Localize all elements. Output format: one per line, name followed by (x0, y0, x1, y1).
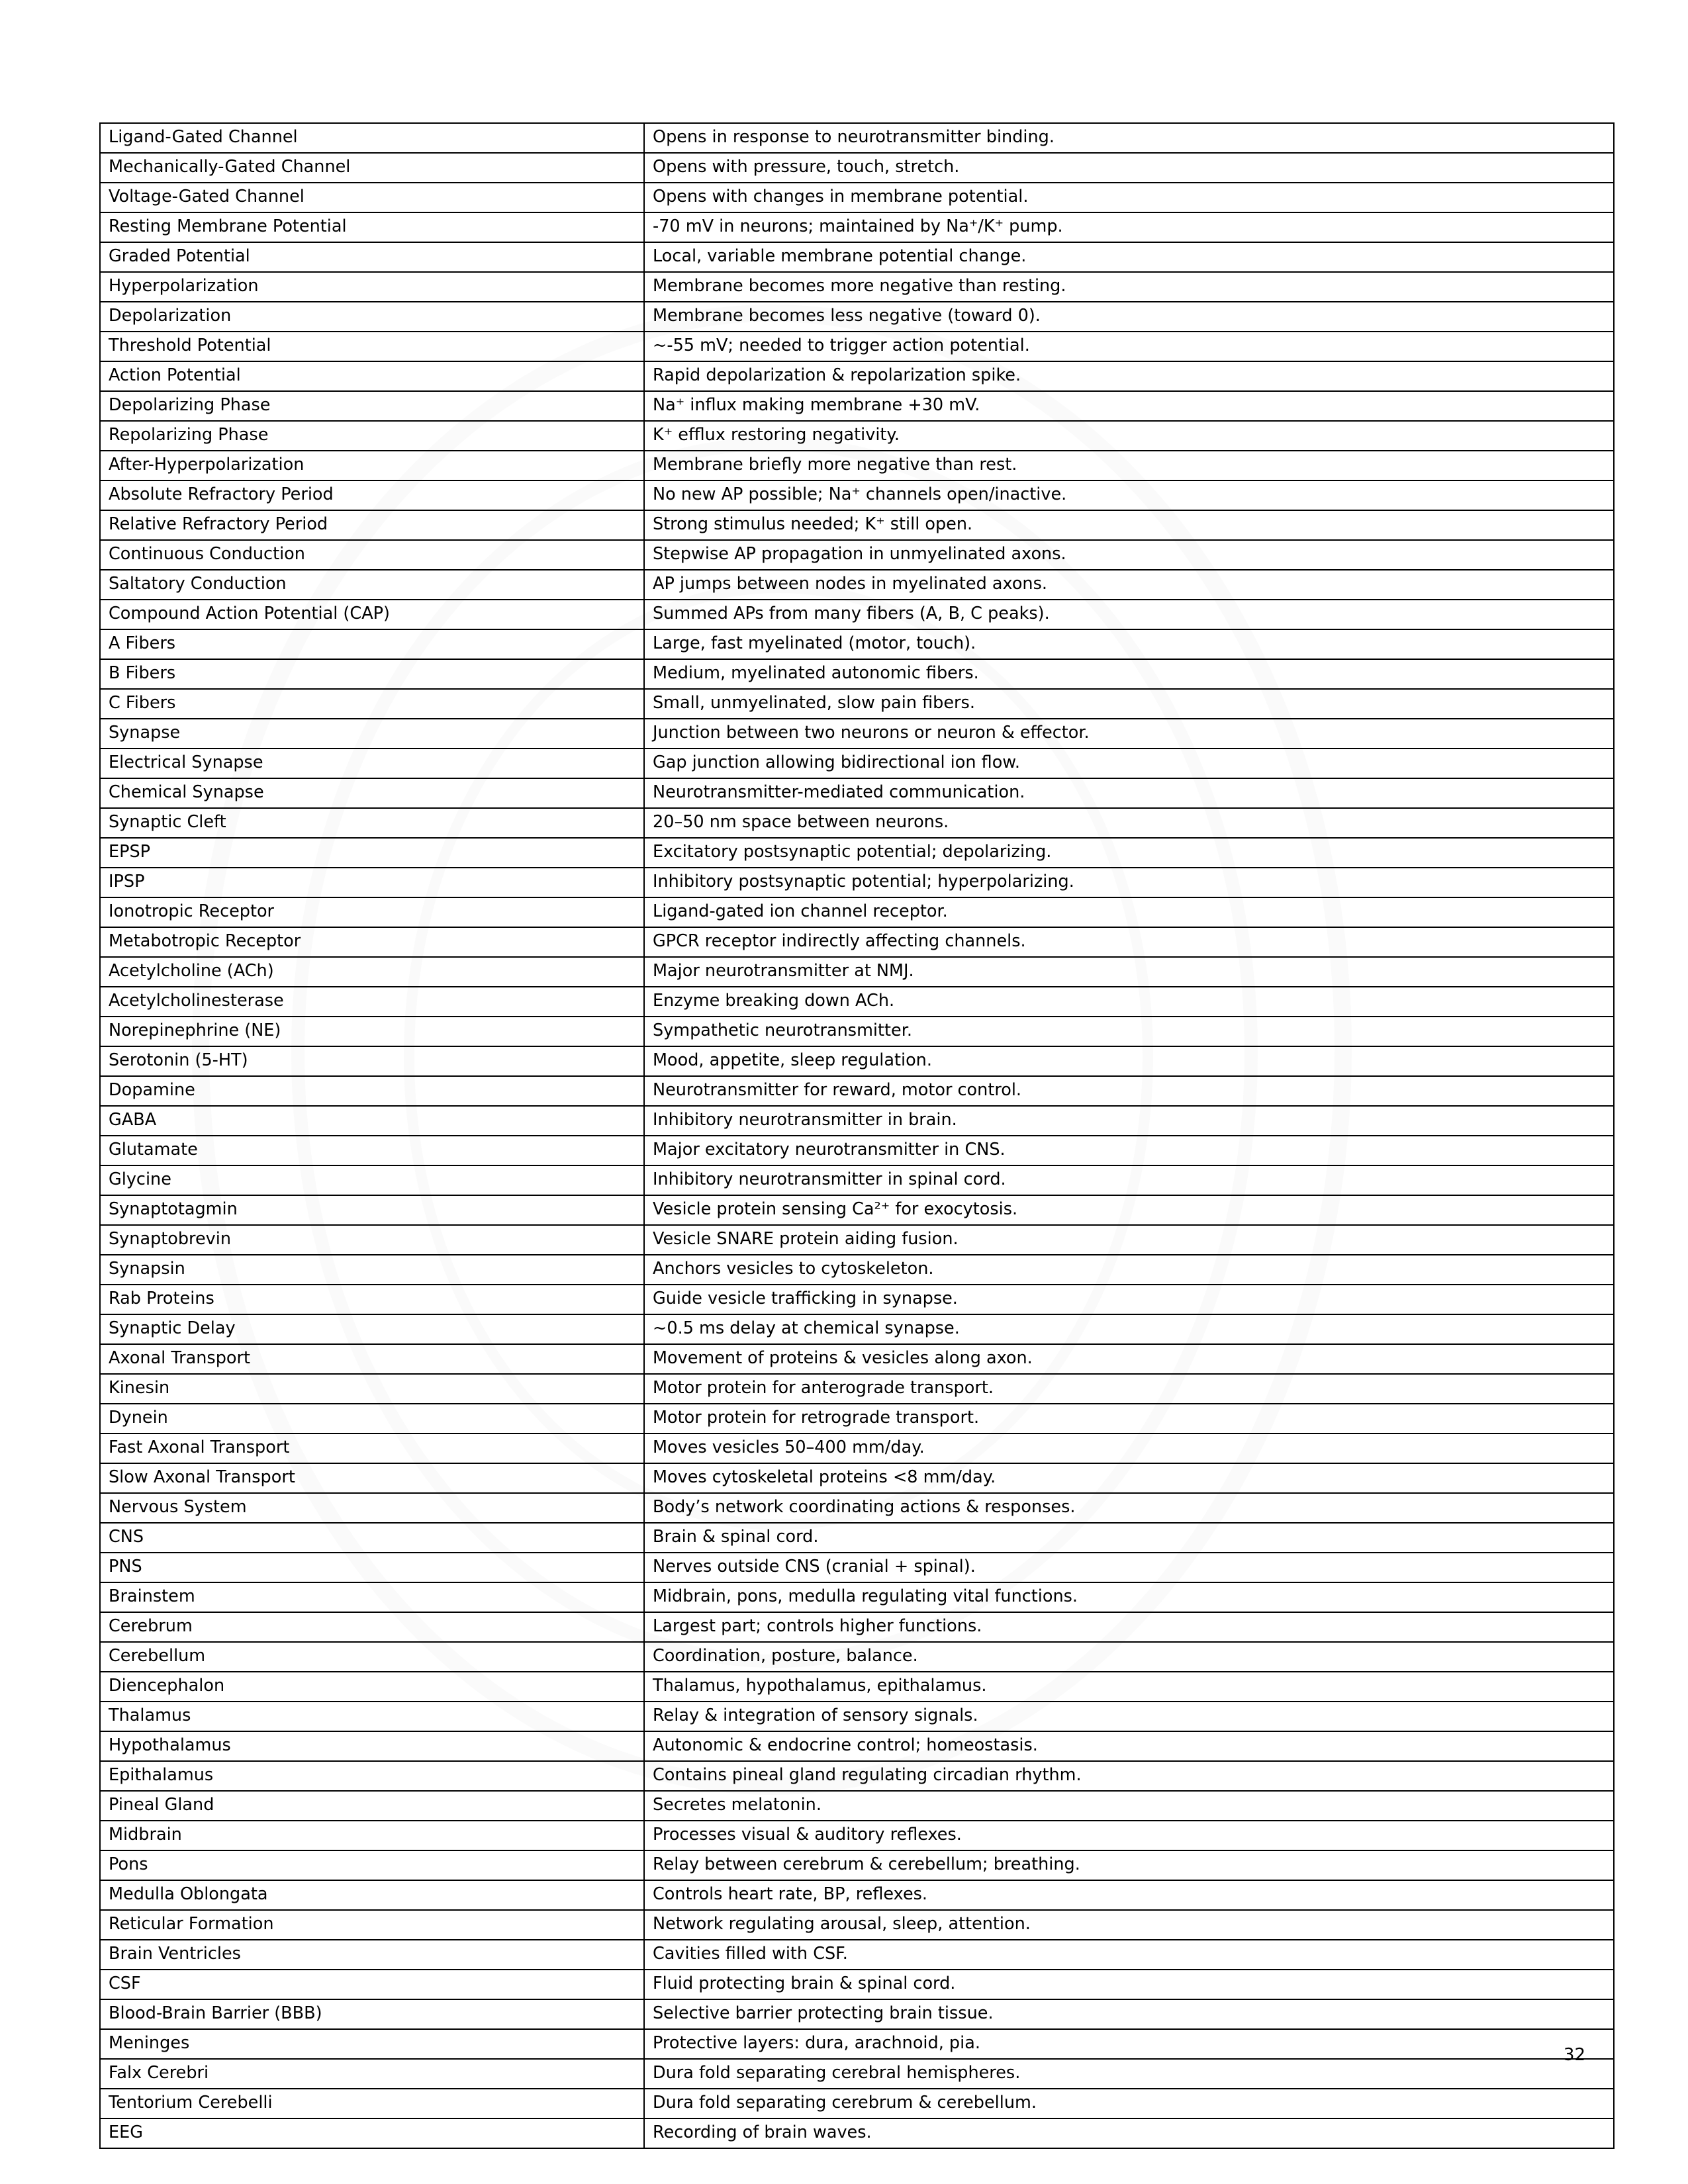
definition-cell: Vesicle protein sensing Ca²⁺ for exocytosis. (644, 1195, 1614, 1225)
definition-cell: Neurotransmitter-mediated communication. (644, 778, 1614, 808)
table-row (100, 1017, 1614, 1046)
definition-cell: Secretes melatonin. (644, 1791, 1614, 1821)
term-cell: Brainstem (100, 1582, 644, 1612)
definition-cell: Dura fold separating cerebral hemispheres. (644, 2059, 1614, 2089)
term-cell: Synapse (100, 719, 644, 749)
term-cell: Cerebrum (100, 1612, 644, 1642)
term-cell: Meninges (100, 2029, 644, 2059)
term-cell: Axonal Transport (100, 1344, 644, 1374)
table-row (100, 957, 1614, 987)
term-cell: Resting Membrane Potential (100, 212, 644, 242)
table-row (100, 1672, 1614, 1702)
table-row (100, 1165, 1614, 1195)
term-cell: Synaptic Delay (100, 1314, 644, 1344)
table-row (100, 897, 1614, 927)
definition-cell: Processes visual & auditory reflexes. (644, 1821, 1614, 1850)
definition-cell: Dura fold separating cerebrum & cerebellum. (644, 2089, 1614, 2118)
definition-cell: Inhibitory postsynaptic potential; hyperpolarizing. (644, 868, 1614, 897)
table-row (100, 838, 1614, 868)
term-cell: Acetylcholinesterase (100, 987, 644, 1017)
definition-cell: Relay & integration of sensory signals. (644, 1702, 1614, 1731)
definition-cell: Large, fast myelinated (motor, touch). (644, 629, 1614, 659)
term-cell: Threshold Potential (100, 332, 644, 361)
term-cell: Saltatory Conduction (100, 570, 644, 600)
definition-cell: Network regulating arousal, sleep, attention. (644, 1910, 1614, 1940)
table-row (100, 1374, 1614, 1404)
definition-cell: Opens with changes in membrane potential. (644, 183, 1614, 212)
table-row (100, 183, 1614, 212)
glossary-table-body (100, 123, 1614, 2148)
table-row (100, 570, 1614, 600)
term-cell: Synapsin (100, 1255, 644, 1285)
definition-cell: Membrane becomes less negative (toward 0). (644, 302, 1614, 332)
definition-cell: Ligand-gated ion channel receptor. (644, 897, 1614, 927)
term-cell: Dopamine (100, 1076, 644, 1106)
definition-cell: Guide vesicle trafficking in synapse. (644, 1285, 1614, 1314)
definition-cell: Fluid protecting brain & spinal cord. (644, 1970, 1614, 1999)
table-row (100, 332, 1614, 361)
term-cell: Synaptic Cleft (100, 808, 644, 838)
table-row (100, 1582, 1614, 1612)
table-row (100, 1940, 1614, 1970)
term-cell: Metabotropic Receptor (100, 927, 644, 957)
table-row (100, 1553, 1614, 1582)
definition-cell: Contains pineal gland regulating circadian rhythm. (644, 1761, 1614, 1791)
definition-cell: Summed APs from many fibers (A, B, C peaks). (644, 600, 1614, 629)
term-cell: Pons (100, 1850, 644, 1880)
term-cell: A Fibers (100, 629, 644, 659)
table-row (100, 2029, 1614, 2059)
term-cell: Epithalamus (100, 1761, 644, 1791)
definition-cell: Junction between two neurons or neuron & effector. (644, 719, 1614, 749)
definition-cell: Body’s network coordinating actions & responses. (644, 1493, 1614, 1523)
term-cell: GABA (100, 1106, 644, 1136)
definition-cell: Sympathetic neurotransmitter. (644, 1017, 1614, 1046)
table-row (100, 749, 1614, 778)
term-cell: Depolarizing Phase (100, 391, 644, 421)
table-row (100, 123, 1614, 153)
definition-cell: ~-55 mV; needed to trigger action potential. (644, 332, 1614, 361)
table-row (100, 1046, 1614, 1076)
term-cell: Hyperpolarization (100, 272, 644, 302)
term-cell: Brain Ventricles (100, 1940, 644, 1970)
table-row (100, 808, 1614, 838)
term-cell: Serotonin (5-HT) (100, 1046, 644, 1076)
table-row (100, 1523, 1614, 1553)
definition-cell: Motor protein for retrograde transport. (644, 1404, 1614, 1433)
table-row (100, 1999, 1614, 2029)
term-cell: Tentorium Cerebelli (100, 2089, 644, 2118)
term-cell: Falx Cerebri (100, 2059, 644, 2089)
definition-cell: Recording of brain waves. (644, 2118, 1614, 2148)
glossary-table (99, 122, 1615, 2149)
term-cell: Glutamate (100, 1136, 644, 1165)
definition-cell: Local, variable membrane potential change. (644, 242, 1614, 272)
definition-cell: Inhibitory neurotransmitter in brain. (644, 1106, 1614, 1136)
table-row (100, 1642, 1614, 1672)
term-cell: Diencephalon (100, 1672, 644, 1702)
table-row (100, 2089, 1614, 2118)
table-row (100, 987, 1614, 1017)
table-row (100, 1255, 1614, 1285)
table-row (100, 1433, 1614, 1463)
term-cell: IPSP (100, 868, 644, 897)
table-row (100, 1404, 1614, 1433)
table-row (100, 1136, 1614, 1165)
term-cell: PNS (100, 1553, 644, 1582)
definition-cell: K⁺ efflux restoring negativity. (644, 421, 1614, 451)
table-row (100, 1821, 1614, 1850)
definition-cell: Coordination, posture, balance. (644, 1642, 1614, 1672)
term-cell: CSF (100, 1970, 644, 1999)
table-row (100, 1493, 1614, 1523)
definition-cell: Moves cytoskeletal proteins <8 mm/day. (644, 1463, 1614, 1493)
definition-cell: Vesicle SNARE protein aiding fusion. (644, 1225, 1614, 1255)
table-row (100, 212, 1614, 242)
definition-cell: ~0.5 ms delay at chemical synapse. (644, 1314, 1614, 1344)
definition-cell: Membrane becomes more negative than resting. (644, 272, 1614, 302)
definition-cell: Cavities filled with CSF. (644, 1940, 1614, 1970)
term-cell: Dynein (100, 1404, 644, 1433)
table-row (100, 1791, 1614, 1821)
definition-cell: Midbrain, pons, medulla regulating vital functions. (644, 1582, 1614, 1612)
definition-cell: Enzyme breaking down ACh. (644, 987, 1614, 1017)
definition-cell: Strong stimulus needed; K⁺ still open. (644, 510, 1614, 540)
table-row (100, 1225, 1614, 1255)
table-row (100, 2118, 1614, 2148)
definition-cell: Opens in response to neurotransmitter binding. (644, 123, 1614, 153)
table-row (100, 1612, 1614, 1642)
definition-cell: Major neurotransmitter at NMJ. (644, 957, 1614, 987)
term-cell: Continuous Conduction (100, 540, 644, 570)
term-cell: CNS (100, 1523, 644, 1553)
term-cell: Slow Axonal Transport (100, 1463, 644, 1493)
definition-cell: Excitatory postsynaptic potential; depolarizing. (644, 838, 1614, 868)
table-row (100, 1285, 1614, 1314)
term-cell: Action Potential (100, 361, 644, 391)
table-row (100, 1702, 1614, 1731)
table-row (100, 302, 1614, 332)
term-cell: Blood-Brain Barrier (BBB) (100, 1999, 644, 2029)
term-cell: Absolute Refractory Period (100, 480, 644, 510)
definition-cell: Brain & spinal cord. (644, 1523, 1614, 1553)
table-row (100, 659, 1614, 689)
table-row (100, 600, 1614, 629)
table-row (100, 451, 1614, 480)
table-row (100, 689, 1614, 719)
definition-cell: Stepwise AP propagation in unmyelinated axons. (644, 540, 1614, 570)
term-cell: Glycine (100, 1165, 644, 1195)
definition-cell: Relay between cerebrum & cerebellum; breathing. (644, 1850, 1614, 1880)
table-row (100, 421, 1614, 451)
term-cell: Cerebellum (100, 1642, 644, 1672)
definition-cell: Na⁺ influx making membrane +30 mV. (644, 391, 1614, 421)
table-row (100, 1910, 1614, 1940)
table-row (100, 272, 1614, 302)
definition-cell: -70 mV in neurons; maintained by Na⁺/K⁺ pump. (644, 212, 1614, 242)
term-cell: Midbrain (100, 1821, 644, 1850)
definition-cell: Membrane briefly more negative than rest. (644, 451, 1614, 480)
table-row (100, 510, 1614, 540)
term-cell: Kinesin (100, 1374, 644, 1404)
term-cell: Relative Refractory Period (100, 510, 644, 540)
definition-cell: AP jumps between nodes in myelinated axons. (644, 570, 1614, 600)
table-row (100, 1106, 1614, 1136)
table-row (100, 361, 1614, 391)
definition-cell: Anchors vesicles to cytoskeleton. (644, 1255, 1614, 1285)
definition-cell: Major excitatory neurotransmitter in CNS. (644, 1136, 1614, 1165)
definition-cell: Opens with pressure, touch, stretch. (644, 153, 1614, 183)
term-cell: Chemical Synapse (100, 778, 644, 808)
term-cell: Ligand-Gated Channel (100, 123, 644, 153)
table-row (100, 242, 1614, 272)
table-row (100, 480, 1614, 510)
definition-cell: 20–50 nm space between neurons. (644, 808, 1614, 838)
term-cell: After-Hyperpolarization (100, 451, 644, 480)
term-cell: Repolarizing Phase (100, 421, 644, 451)
table-row (100, 629, 1614, 659)
table-row (100, 1195, 1614, 1225)
table-row (100, 1850, 1614, 1880)
term-cell: Nervous System (100, 1493, 644, 1523)
definition-cell: Rapid depolarization & repolarization spike. (644, 361, 1614, 391)
table-row (100, 868, 1614, 897)
definition-cell: Moves vesicles 50–400 mm/day. (644, 1433, 1614, 1463)
term-cell: Electrical Synapse (100, 749, 644, 778)
definition-cell: Gap junction allowing bidirectional ion flow. (644, 749, 1614, 778)
table-row (100, 1761, 1614, 1791)
term-cell: Voltage-Gated Channel (100, 183, 644, 212)
term-cell: EPSP (100, 838, 644, 868)
definition-cell: Protective layers: dura, arachnoid, pia. (644, 2029, 1614, 2059)
definition-cell: Controls heart rate, BP, reflexes. (644, 1880, 1614, 1910)
definition-cell: Movement of proteins & vesicles along axon. (644, 1344, 1614, 1374)
definition-cell: Mood, appetite, sleep regulation. (644, 1046, 1614, 1076)
term-cell: Pineal Gland (100, 1791, 644, 1821)
term-cell: Fast Axonal Transport (100, 1433, 644, 1463)
table-row (100, 1344, 1614, 1374)
definition-cell: Thalamus, hypothalamus, epithalamus. (644, 1672, 1614, 1702)
table-row (100, 391, 1614, 421)
definition-cell: Largest part; controls higher functions. (644, 1612, 1614, 1642)
term-cell: Rab Proteins (100, 1285, 644, 1314)
table-row (100, 1970, 1614, 1999)
definition-cell: No new AP possible; Na⁺ channels open/inactive. (644, 480, 1614, 510)
term-cell: Thalamus (100, 1702, 644, 1731)
term-cell: Graded Potential (100, 242, 644, 272)
term-cell: Synaptotagmin (100, 1195, 644, 1225)
definition-cell: Motor protein for anterograde transport. (644, 1374, 1614, 1404)
definition-cell: GPCR receptor indirectly affecting channels. (644, 927, 1614, 957)
term-cell: Reticular Formation (100, 1910, 644, 1940)
term-cell: Acetylcholine (ACh) (100, 957, 644, 987)
table-row (100, 1314, 1614, 1344)
term-cell: C Fibers (100, 689, 644, 719)
page-number: 32 (1563, 2045, 1585, 2065)
glossary-content (99, 122, 1585, 2149)
definition-cell: Nerves outside CNS (cranial + spinal). (644, 1553, 1614, 1582)
term-cell: Ionotropic Receptor (100, 897, 644, 927)
definition-cell: Autonomic & endocrine control; homeostasis. (644, 1731, 1614, 1761)
table-row (100, 1731, 1614, 1761)
term-cell: Norepinephrine (NE) (100, 1017, 644, 1046)
term-cell: Compound Action Potential (CAP) (100, 600, 644, 629)
table-row (100, 1463, 1614, 1493)
table-row (100, 540, 1614, 570)
definition-cell: Selective barrier protecting brain tissue. (644, 1999, 1614, 2029)
definition-cell: Small, unmyelinated, slow pain fibers. (644, 689, 1614, 719)
table-row (100, 1880, 1614, 1910)
definition-cell: Inhibitory neurotransmitter in spinal cord. (644, 1165, 1614, 1195)
term-cell: Medulla Oblongata (100, 1880, 644, 1910)
term-cell: Mechanically-Gated Channel (100, 153, 644, 183)
term-cell: Synaptobrevin (100, 1225, 644, 1255)
definition-cell: Neurotransmitter for reward, motor control. (644, 1076, 1614, 1106)
term-cell: EEG (100, 2118, 644, 2148)
table-row (100, 719, 1614, 749)
table-row (100, 1076, 1614, 1106)
term-cell: Depolarization (100, 302, 644, 332)
term-cell: Hypothalamus (100, 1731, 644, 1761)
table-row (100, 778, 1614, 808)
table-row (100, 2059, 1614, 2089)
definition-cell: Medium, myelinated autonomic fibers. (644, 659, 1614, 689)
table-row (100, 927, 1614, 957)
table-row (100, 153, 1614, 183)
term-cell: B Fibers (100, 659, 644, 689)
